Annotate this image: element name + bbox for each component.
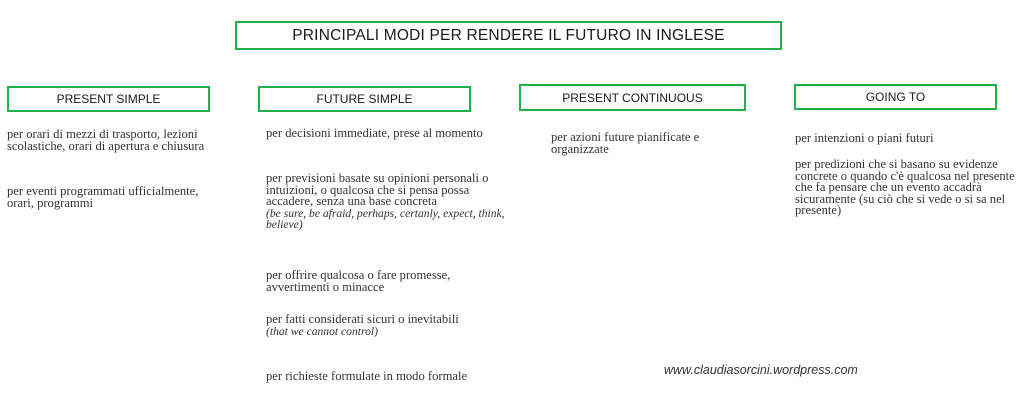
header-present-simple: PRESENT SIMPLE	[7, 86, 210, 112]
going-to-item-1: per intenzioni o piani futuri	[795, 131, 934, 145]
going-to-item-2: per predizioni che si basano su evidenze concrete o quando c'è qualcosa nel presente che fa pensare che un evento accadrà sicuramente (su ciò che si vede o si sa nel presente)	[795, 157, 1015, 218]
website-url: www.claudiasorcini.wordpress.com	[664, 363, 858, 377]
header-future-simple: FUTURE SIMPLE	[258, 86, 471, 112]
present-simple-item-2: per eventi programmati ufficialmente, orari, programmi	[7, 184, 199, 210]
header-present-continuous: PRESENT CONTINUOUS	[519, 84, 746, 111]
future-simple-item-1: per decisioni immediate, prese al momento	[266, 126, 483, 140]
page-title: PRINCIPALI MODI PER RENDERE IL FUTURO IN INGLESE	[235, 21, 782, 50]
future-simple-item-3: per offrire qualcosa o fare promesse, avvertimenti o minacce	[266, 268, 451, 294]
header-going-to: GOING TO	[794, 84, 997, 110]
future-simple-examples: (be sure, be afraid, perhaps, certanly, expect, think, believe)	[266, 206, 505, 231]
present-simple-item-1: per orari di mezzi di trasporto, lezioni scolastiche, orari di apertura e chiusura	[7, 127, 205, 153]
future-simple-note: (that we cannot control)	[266, 324, 378, 338]
future-simple-item-4: per fatti considerati sicuri o inevitabili (that we cannot control)	[266, 314, 516, 337]
future-simple-item-2: per previsioni basate su opinioni personali o intuizioni, o qualcosa che si pensa possa accadere, senza una base concreta (be sure, be afraid, perhaps, certanly, expect, think, believe)	[266, 173, 516, 230]
future-simple-item-5: per richieste formulate in modo formale	[266, 369, 468, 383]
present-continuous-item-1: per azioni future pianificate e organizzate	[551, 130, 700, 156]
